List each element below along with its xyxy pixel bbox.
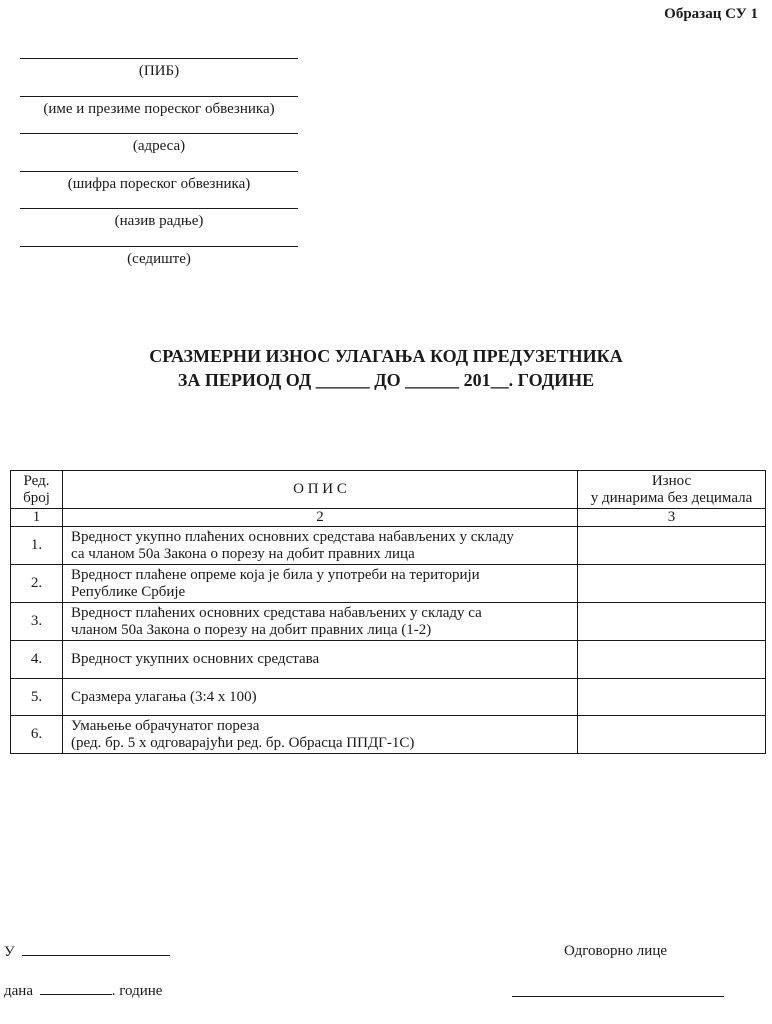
header-description: О П И С bbox=[63, 471, 578, 509]
field-taxpayer-code[interactable] bbox=[20, 171, 298, 209]
header-number: Ред. број bbox=[11, 471, 63, 509]
amount-cell[interactable] bbox=[578, 679, 766, 716]
row-description: Вредност укупних основних средстава bbox=[63, 641, 578, 679]
table-row bbox=[11, 716, 766, 754]
signature-line[interactable] bbox=[512, 996, 724, 997]
row-number: 3. bbox=[11, 603, 63, 641]
date-label: дана bbox=[4, 983, 33, 999]
table-row bbox=[11, 527, 766, 565]
place-label: У bbox=[4, 944, 15, 960]
row-description: Вредност укупно плаћених основних средстава набављених у складу са чланом 50а Закона о порезу на добит правних лица bbox=[63, 527, 578, 565]
field-pib[interactable] bbox=[20, 58, 298, 96]
amount-cell[interactable] bbox=[578, 641, 766, 679]
field-label: (шифра пореског обвезника) bbox=[67, 175, 251, 192]
header-amount: Износ у динарима без децимала bbox=[578, 471, 766, 509]
row-description: Вредност плаћених основних средстава набављених у складу са чланом 50а Закона о порезу на добит правних лица (1-2) bbox=[63, 603, 578, 641]
amount-cell[interactable] bbox=[578, 716, 766, 754]
field-label: (ПИБ) bbox=[138, 63, 180, 79]
col-number: 1 bbox=[11, 509, 63, 527]
col-number: 3 bbox=[578, 509, 766, 527]
date-blank[interactable] bbox=[40, 982, 112, 995]
column-number-row bbox=[11, 509, 766, 527]
form-code: Образац СУ 1 bbox=[664, 6, 758, 22]
row-description: Умањење обрачунатог пореза (ред. бр. 5 х одговарајући ред. бр. Обрасца ППДГ-1С) bbox=[63, 716, 578, 754]
table-row bbox=[11, 641, 766, 679]
date-field[interactable] bbox=[4, 982, 162, 1000]
row-number: 6. bbox=[11, 716, 63, 754]
place-field[interactable] bbox=[4, 943, 170, 961]
title-line-2: ЗА ПЕРИОД ОД ______ ДО ______ 201__. ГОДИНЕ bbox=[177, 370, 595, 390]
row-number: 4. bbox=[11, 641, 63, 679]
table-row bbox=[11, 603, 766, 641]
field-seat[interactable] bbox=[20, 246, 298, 284]
date-suffix: . године bbox=[111, 983, 163, 999]
place-blank[interactable] bbox=[22, 943, 170, 956]
field-label: (адреса) bbox=[132, 138, 186, 154]
table-header-row bbox=[11, 471, 766, 509]
field-label: (седиште) bbox=[127, 250, 191, 267]
amount-cell[interactable] bbox=[578, 603, 766, 641]
row-description: Сразмера улагања (3:4 х 100) bbox=[63, 679, 578, 716]
col-number: 2 bbox=[63, 509, 578, 527]
row-number: 5. bbox=[11, 679, 63, 716]
field-shop-name[interactable] bbox=[20, 208, 298, 246]
field-label: (назив радње) bbox=[114, 213, 204, 229]
field-address[interactable] bbox=[20, 133, 298, 171]
document-title bbox=[0, 344, 772, 392]
table-row bbox=[11, 565, 766, 603]
table-row bbox=[11, 679, 766, 716]
field-name[interactable] bbox=[20, 96, 298, 134]
title-line-1: СРАЗМЕРНИ ИЗНОС УЛАГАЊА КОД ПРЕДУЗЕТНИКА bbox=[149, 346, 623, 366]
field-label: (име и презиме пореског обвезника) bbox=[43, 100, 275, 117]
row-description: Вредност плаћене опреме која је била у употреби на територији Републике Србије bbox=[63, 565, 578, 603]
amount-cell[interactable] bbox=[578, 527, 766, 565]
row-number: 2. bbox=[11, 565, 63, 603]
amount-cell[interactable] bbox=[578, 565, 766, 603]
row-number: 1. bbox=[11, 527, 63, 565]
responsible-person-label: Одговорно лице bbox=[564, 943, 668, 959]
investment-table bbox=[10, 470, 766, 754]
taxpayer-fields bbox=[20, 58, 298, 283]
